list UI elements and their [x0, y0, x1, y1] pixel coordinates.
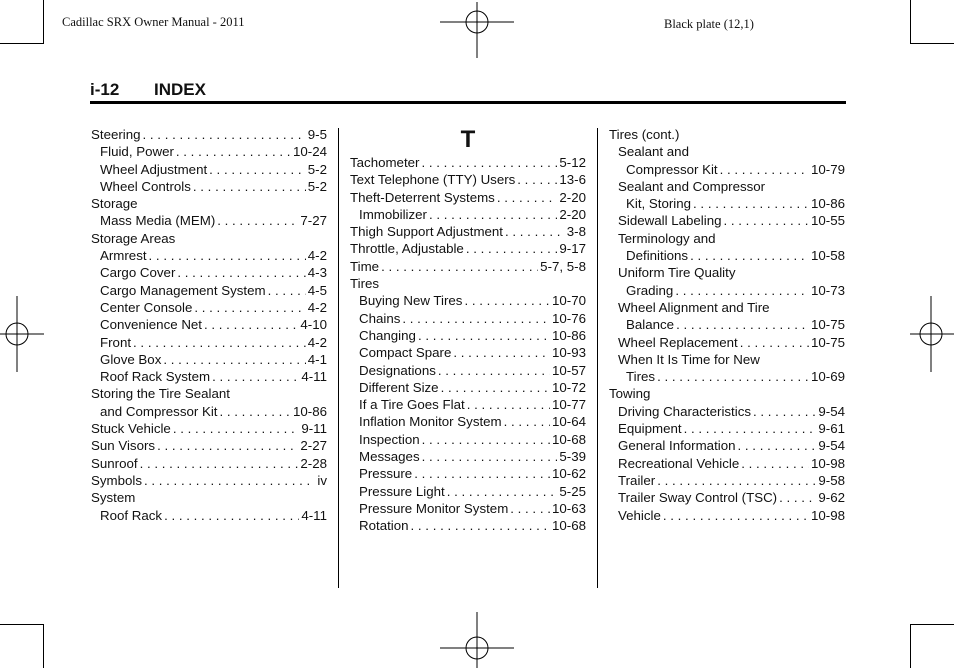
entry-page-ref: 13-6 — [559, 172, 586, 188]
dot-leader — [144, 472, 315, 489]
entry-page-ref: 4-2 — [307, 248, 327, 264]
index-entry — [91, 385, 327, 402]
entry-page-ref: 10-68 — [551, 431, 586, 447]
entry-term: System — [91, 490, 136, 506]
entry-term: Changing — [359, 327, 416, 343]
manual-title: Cadillac SRX Owner Manual - 2011 — [62, 15, 245, 29]
crop-mark — [910, 624, 911, 668]
entry-term: Center Console — [100, 299, 193, 315]
index-column-3 — [609, 126, 845, 524]
index-entry — [91, 489, 327, 506]
entry-page-ref: 9-58 — [818, 472, 845, 488]
index-entry — [609, 126, 845, 143]
dot-leader — [466, 240, 558, 257]
dot-leader — [690, 247, 809, 264]
index-entry — [350, 431, 586, 448]
dot-leader — [663, 507, 809, 524]
entry-term: If a Tire Goes Flat — [359, 397, 465, 413]
entry-page-ref: 2-20 — [559, 189, 586, 205]
entry-term: Tires — [626, 369, 656, 385]
index-entry — [91, 437, 327, 454]
entry-term: When It Is Time for New — [618, 351, 760, 367]
entry-page-ref: 9-5 — [307, 127, 327, 142]
dot-leader — [422, 431, 550, 448]
entry-page-ref: 9-11 — [301, 421, 327, 437]
dot-leader — [176, 143, 291, 160]
index-entry — [350, 379, 586, 396]
dot-leader — [438, 362, 550, 379]
heading-rule — [90, 101, 846, 104]
index-entry — [91, 143, 327, 160]
page-number: i-12 — [90, 80, 120, 99]
entry-page-ref: 10-98 — [810, 507, 845, 523]
entry-term: Symbols — [91, 472, 142, 488]
entry-page-ref: 5-7, 5-8 — [540, 258, 586, 274]
entry-page-ref: 2-28 — [300, 455, 327, 471]
dot-leader — [164, 507, 299, 524]
index-entry — [91, 420, 327, 437]
entry-term: Chains — [359, 310, 401, 326]
entry-page-ref: 7-27 — [300, 213, 327, 229]
column-divider — [338, 128, 339, 588]
entry-page-ref: 4-11 — [301, 369, 327, 385]
index-entry — [350, 465, 586, 482]
dot-leader — [684, 420, 817, 437]
dot-leader — [675, 282, 809, 299]
index-entry — [350, 258, 586, 275]
section-title: INDEX — [154, 80, 206, 99]
index-entry — [609, 420, 845, 437]
entry-term: Buying New Tires — [359, 293, 463, 309]
entry-term: Vehicle — [618, 507, 661, 523]
index-entry — [609, 455, 845, 472]
entry-term: Equipment — [618, 421, 682, 437]
entry-term: Sealant and Compressor — [618, 178, 766, 194]
entry-page-ref: 10-76 — [551, 310, 586, 326]
index-entry — [91, 299, 327, 316]
registration-mark-left — [0, 296, 44, 372]
entry-term: Compact Spare — [359, 345, 452, 361]
entry-term: Compressor Kit — [626, 161, 718, 177]
index-entry — [91, 264, 327, 281]
entry-term: Immobilizer — [359, 206, 427, 222]
entry-term: Tachometer — [350, 155, 420, 170]
entry-page-ref: 9-54 — [818, 438, 845, 454]
entry-term: Time — [350, 258, 380, 274]
dot-leader — [133, 334, 306, 351]
dot-leader — [217, 212, 298, 229]
dot-leader — [657, 472, 816, 489]
section-letter: T — [460, 126, 476, 153]
registration-mark-bottom — [440, 612, 514, 668]
entry-page-ref: 4-11 — [301, 507, 327, 523]
dot-leader — [429, 206, 557, 223]
entry-page-ref: 2-27 — [300, 438, 327, 454]
dot-leader — [204, 316, 298, 333]
dot-leader — [517, 171, 557, 188]
index-entry — [350, 223, 586, 240]
entry-term: Cargo Cover — [100, 265, 176, 281]
entry-term: Front — [100, 334, 132, 350]
index-entry — [91, 351, 327, 368]
dot-leader — [510, 500, 550, 517]
entry-page-ref: 10-69 — [810, 369, 845, 385]
entry-term: Cargo Management System — [100, 282, 266, 298]
entry-term: and Compressor Kit — [100, 403, 218, 419]
dot-leader — [173, 420, 300, 437]
entry-term: Terminology and — [618, 230, 716, 246]
entry-term: Pressure Monitor System — [359, 500, 509, 516]
entry-page-ref: 2-20 — [559, 206, 586, 222]
index-entry — [91, 455, 327, 472]
index-entry — [609, 161, 845, 178]
crop-mark — [910, 0, 911, 44]
dot-leader — [738, 437, 817, 454]
entry-page-ref: 10-62 — [551, 466, 586, 482]
index-entry — [350, 483, 586, 500]
index-entry — [350, 171, 586, 188]
entry-term: Driving Characteristics — [618, 403, 752, 419]
entry-page-ref: 9-61 — [818, 421, 845, 437]
entry-term: Stuck Vehicle — [91, 421, 171, 437]
dot-leader — [676, 316, 809, 333]
crop-mark — [910, 624, 954, 625]
index-entry — [609, 282, 845, 299]
index-entry — [91, 403, 327, 420]
entry-term: Pressure Light — [359, 483, 445, 499]
index-entry — [609, 299, 845, 316]
entry-term: Roof Rack — [100, 507, 163, 523]
entry-page-ref: 10-79 — [810, 161, 845, 177]
registration-mark-right — [910, 296, 954, 372]
entry-term: Fluid, Power — [100, 144, 174, 160]
index-entry — [350, 240, 586, 257]
entry-page-ref: 9-17 — [559, 241, 586, 257]
index-entry — [609, 351, 845, 368]
entry-term: Inspection — [359, 431, 420, 447]
entry-term: Storing the Tire Sealant — [91, 386, 230, 402]
dot-leader — [453, 344, 550, 361]
dot-leader — [381, 258, 538, 275]
entry-term: Balance — [626, 317, 675, 333]
entry-page-ref: 10-24 — [292, 144, 327, 160]
index-entry — [91, 368, 327, 385]
dot-leader — [441, 379, 550, 396]
index-entry — [609, 212, 845, 229]
dot-leader — [177, 264, 305, 281]
entry-page-ref: 5-2 — [307, 161, 327, 177]
entry-page-ref: 9-54 — [818, 403, 845, 419]
crop-mark — [910, 43, 954, 44]
entry-page-ref: 10-75 — [810, 334, 845, 350]
entry-page-ref: 10-55 — [810, 213, 845, 229]
entry-term: Steering — [91, 127, 141, 142]
entry-term: Throttle, Adjustable — [350, 241, 464, 257]
index-entry — [350, 206, 586, 223]
dot-leader — [779, 489, 816, 506]
entry-term: Theft-Deterrent Systems — [350, 189, 495, 205]
index-entry — [350, 448, 586, 465]
dot-leader — [402, 310, 550, 327]
dot-leader — [163, 351, 305, 368]
entry-term: Wheel Controls — [100, 178, 191, 194]
entry-term: Sun Visors — [91, 438, 156, 454]
entry-term: Grading — [626, 282, 674, 298]
dot-leader — [740, 334, 809, 351]
entry-term: Rotation — [359, 518, 409, 534]
entry-term: Messages — [359, 449, 420, 465]
index-entry — [91, 178, 327, 195]
dot-leader — [414, 465, 550, 482]
entry-page-ref: 10-63 — [551, 500, 586, 516]
entry-term: Storage Areas — [91, 230, 176, 246]
plate-label: Black plate (12,1) — [664, 17, 754, 31]
index-entry — [609, 178, 845, 195]
index-column-2 — [350, 126, 586, 535]
entry-term: Sunroof — [91, 455, 138, 471]
entry-term: Roof Rack System — [100, 369, 211, 385]
index-entry — [609, 316, 845, 333]
dot-leader — [741, 455, 809, 472]
crop-mark — [43, 624, 44, 668]
entry-page-ref: 4-5 — [307, 282, 327, 298]
entry-term: Recreational Vehicle — [618, 455, 740, 471]
index-entry — [609, 334, 845, 351]
index-entry — [91, 247, 327, 264]
dot-leader — [467, 396, 550, 413]
index-column-1 — [91, 126, 327, 524]
dot-leader — [422, 448, 558, 465]
index-entry — [609, 368, 845, 385]
entry-term: Inflation Monitor System — [359, 414, 502, 430]
entry-term: Text Telephone (TTY) Users — [350, 172, 516, 188]
dot-leader — [194, 299, 305, 316]
index-entry — [609, 264, 845, 281]
index-entry — [350, 344, 586, 361]
dot-leader — [193, 178, 306, 195]
entry-page-ref: 5-25 — [559, 483, 586, 499]
column-divider — [597, 128, 598, 588]
entry-term: Sealant and — [618, 144, 689, 160]
entry-term: Definitions — [626, 248, 689, 264]
index-entry — [609, 507, 845, 524]
entry-term: Wheel Alignment and Tire — [618, 299, 770, 315]
entry-page-ref: 9-62 — [818, 490, 845, 506]
crop-mark — [43, 0, 44, 44]
dot-leader — [421, 154, 557, 171]
index-entry — [91, 161, 327, 178]
index-entry — [609, 437, 845, 454]
crop-mark — [0, 43, 44, 44]
entry-term: Armrest — [100, 248, 147, 264]
entry-term: Trailer Sway Control (TSC) — [618, 490, 778, 506]
entry-term: Trailer — [618, 472, 656, 488]
entry-page-ref: 10-93 — [551, 345, 586, 361]
entry-term: Convenience Net — [100, 317, 203, 333]
entry-page-ref: 10-72 — [551, 379, 586, 395]
dot-leader — [157, 437, 298, 454]
dot-leader — [149, 247, 306, 264]
entry-term: Wheel Replacement — [618, 334, 738, 350]
entry-page-ref: 10-86 — [810, 196, 845, 212]
entry-page-ref: 10-70 — [551, 293, 586, 309]
dot-leader — [497, 189, 558, 206]
entry-page-ref: 4-2 — [307, 299, 327, 315]
dot-leader — [720, 161, 809, 178]
registration-mark-top — [440, 2, 514, 58]
index-entry — [91, 230, 327, 247]
entry-term: Different Size — [359, 379, 439, 395]
dot-leader — [464, 292, 550, 309]
index-entry — [91, 507, 327, 524]
index-entry — [350, 275, 586, 292]
entry-term: Designations — [359, 362, 436, 378]
dot-leader — [447, 483, 558, 500]
index-entry — [609, 230, 845, 247]
index-entry — [350, 396, 586, 413]
entry-term: Tires — [350, 276, 380, 292]
entry-term: Storage — [91, 196, 138, 212]
entry-term: Glove Box — [100, 351, 162, 367]
entry-term: Thigh Support Adjustment — [350, 224, 504, 240]
entry-term: General Information — [618, 438, 736, 454]
entry-term: Uniform Tire Quality — [618, 265, 736, 281]
dot-leader — [724, 212, 809, 229]
dot-leader — [212, 368, 299, 385]
page-heading — [90, 80, 846, 101]
entry-page-ref: 10-58 — [810, 248, 845, 264]
index-entry — [91, 472, 327, 489]
index-entry — [350, 362, 586, 379]
index-entry — [609, 385, 845, 402]
entry-term: Wheel Adjustment — [100, 161, 208, 177]
index-entry — [609, 472, 845, 489]
entry-term: Pressure — [359, 466, 413, 482]
entry-page-ref: 5-12 — [559, 155, 586, 170]
dot-leader — [143, 126, 306, 143]
entry-term: Tires (cont.) — [609, 127, 680, 142]
dot-leader — [411, 517, 550, 534]
entry-page-ref: 5-2 — [307, 178, 327, 194]
entry-term: Towing — [609, 386, 651, 402]
dot-leader — [505, 223, 565, 240]
entry-term: Sidewall Labeling — [618, 213, 722, 229]
index-entry — [609, 247, 845, 264]
index-entry — [350, 413, 586, 430]
dot-leader — [209, 161, 306, 178]
index-entry — [350, 500, 586, 517]
entry-page-ref: 3-8 — [566, 224, 586, 240]
entry-page-ref: 10-86 — [292, 403, 327, 419]
index-entry — [609, 489, 845, 506]
entry-page-ref: 4-3 — [307, 265, 327, 281]
dot-leader — [753, 403, 816, 420]
index-entry — [350, 517, 586, 534]
index-entry — [609, 403, 845, 420]
index-entry — [350, 154, 586, 171]
entry-page-ref: 4-1 — [307, 351, 327, 367]
index-entry — [350, 189, 586, 206]
dot-leader — [140, 455, 299, 472]
dot-leader — [418, 327, 550, 344]
index-entry — [91, 195, 327, 212]
crop-mark — [0, 624, 44, 625]
index-entry — [91, 334, 327, 351]
index-entry — [609, 143, 845, 160]
index-entry — [350, 310, 586, 327]
index-entry — [350, 327, 586, 344]
dot-leader — [220, 403, 291, 420]
entry-page-ref: 10-57 — [551, 362, 586, 378]
dot-leader — [657, 368, 809, 385]
dot-leader — [268, 282, 306, 299]
entry-page-ref: 10-86 — [551, 327, 586, 343]
dot-leader — [504, 413, 550, 430]
index-entry — [350, 292, 586, 309]
entry-page-ref: 10-77 — [551, 397, 586, 413]
entry-term: Mass Media (MEM) — [100, 213, 216, 229]
entry-page-ref: 4-2 — [307, 334, 327, 350]
entry-term: Kit, Storing — [626, 196, 692, 212]
index-entry — [91, 212, 327, 229]
entry-page-ref: 10-64 — [551, 414, 586, 430]
entry-page-ref: 5-39 — [559, 449, 586, 465]
entry-page-ref: 10-73 — [810, 282, 845, 298]
entry-page-ref: 10-98 — [810, 455, 845, 471]
entry-page-ref: 10-68 — [551, 518, 586, 534]
entry-page-ref: iv — [317, 472, 327, 488]
dot-leader — [693, 195, 809, 212]
index-entry — [91, 282, 327, 299]
entry-page-ref: 10-75 — [810, 317, 845, 333]
index-entry — [91, 126, 327, 143]
index-entry — [609, 195, 845, 212]
entry-page-ref: 4-10 — [300, 317, 327, 333]
index-entry — [91, 316, 327, 333]
